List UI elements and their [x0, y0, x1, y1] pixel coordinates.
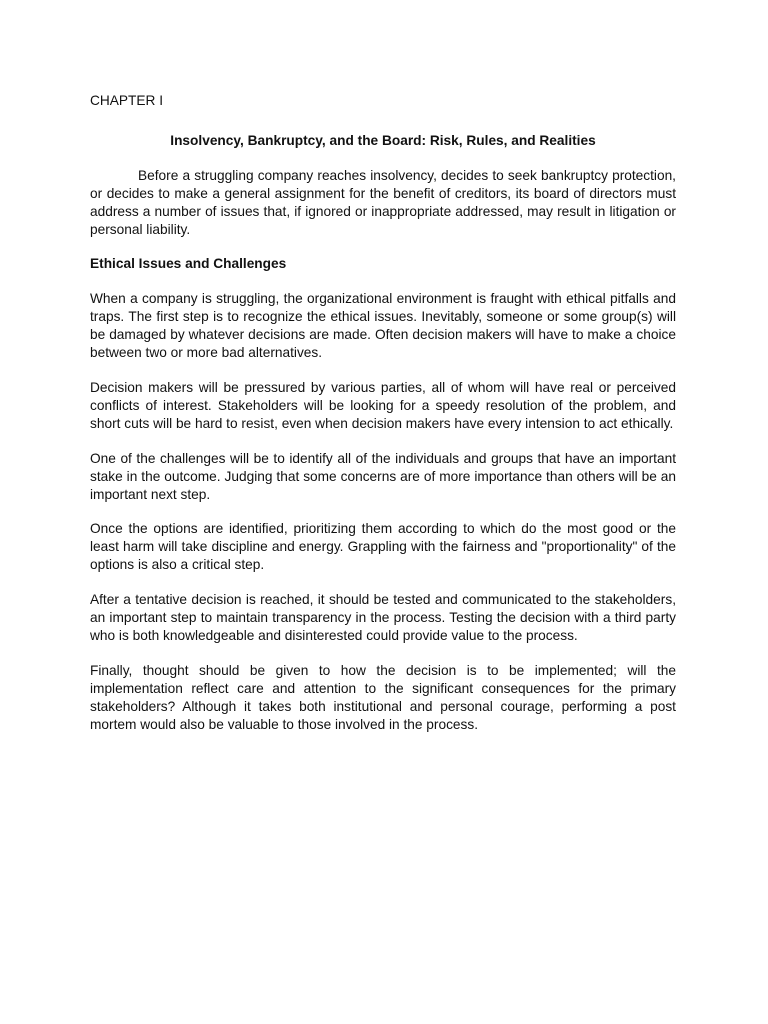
document-page: [90, 92, 676, 733]
paragraph-options: Once the options are identified, prioritizing them according to which do the most good or the least harm will take discipline and energy. Grappling with the fairness and "proportionality" of the options is also a critical step.: [90, 521, 676, 573]
chapter-label: CHAPTER I: [90, 93, 164, 108]
paragraph-pressure: Decision makers will be pressured by various parties, all of whom will have real or perceived conflicts of interest. Stakeholders will be looking for a speedy resolution of the problem, and short cuts will be hard to resist, even when decision makers have every intension to act ethically.: [90, 379, 676, 431]
section-heading: Ethical Issues and Challenges: [90, 256, 287, 272]
chapter-title: Insolvency, Bankruptcy, and the Board: Risk, Rules, and Realities: [170, 132, 596, 148]
paragraph-implementation: Finally, thought should be given to how the decision is to be implemented; will the implementation reflect care and attention to the significant consequences for the primary stakeholders? Although it takes both institutional and personal courage, performing a post mortem would also be valuable to those involved in the process.: [90, 662, 676, 732]
paragraph-testing: After a tentative decision is reached, it should be tested and communicated to the stakeholders, an important step to maintain transparency in the process. Testing the decision with a third party who is both knowledgeable and disinterested could provide value to the process.: [90, 592, 676, 643]
paragraph-stakeholders: One of the challenges will be to identify all of the individuals and groups that have an important stake in the outcome. Judging that some concerns are of more importance than others will be an important next step.: [90, 450, 676, 502]
paragraph-pitfalls: When a company is struggling, the organizational environment is fraught with ethical pitfalls and traps. The first step is to recognize the ethical issues. Inevitably, someone or some group(s) will be damaged by whatever decisions are made. Often decision makers will have to make a choice between two or more bad alternatives.: [90, 291, 676, 361]
intro-paragraph: Before a struggling company reaches insolvency, decides to seek bankruptcy protection, or decides to make a general assignment for the benefit of creditors, its board of directors must address a number of issues that, if ignored or inappropriate addressed, may result in litigation or personal liability.: [90, 167, 676, 237]
